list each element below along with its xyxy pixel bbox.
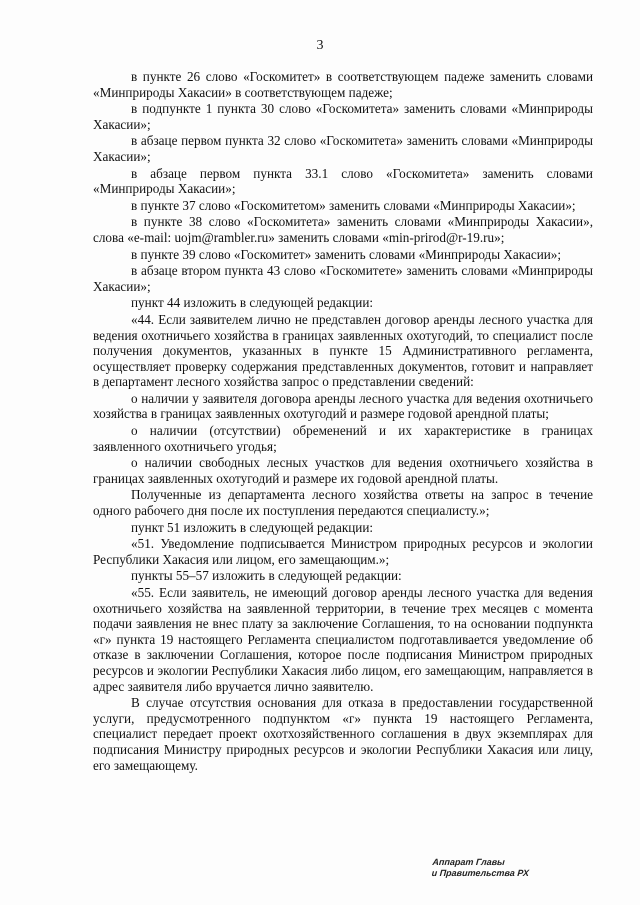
paragraph: «55. Если заявитель, не имеющий договор аренды лесного участка для ведения охотничьего хозяйства на заявленной территории, в течение трех месяцев с момента подачи заявления не внес плату за заключение Соглашения, то на основании подпункта «г» пункта 19 настоящего Регламента специалистом подготавливается уведомление об отказе в заключении Соглашения, которое после подписания Министром природных ресурсов и экологии Республики Хакасия либо лицом, его замещающим, направляется в адрес заявителя либо вручается лично заявителю. [93, 585, 593, 694]
paragraph: в абзаце первом пункта 32 слово «Госкомитета» заменить словами «Минприроды Хакасии»; [93, 133, 593, 164]
paragraph: о наличии у заявителя договора аренды лесного участка для ведения охотничьего хозяйства в границах заявленных охотугодий и размере годовой арендной платы; [93, 390, 593, 422]
paragraph: о наличии свободных лесных участков для ведения охотничьего хозяйства в границах заявленных охотугодий и размере их годовой арендной платы. [93, 455, 593, 486]
stamp-line: Аппарат Главы [432, 857, 506, 867]
paragraph: о наличии (отсутствии) обременений и их характеристике в границах заявленного охотничьего угодья; [93, 423, 593, 454]
paragraph: пункт 51 изложить в следующей редакции: [131, 519, 374, 535]
paragraph: В случае отсутствия основания для отказа в предоставлении государственной услуги, предусмотренного подпунктом «г» пункта 19 настоящего Регламента, специалист передает проект охотхозяйственного соглашения в двух экземплярах для подписания Министру природных ресурсов и экологии Республики Хакасия или лицу, его замещающему. [93, 695, 593, 773]
paragraph: в пункте 37 слово «Госкомитетом» заменить словами «Минприроды Хакасии»; [131, 197, 576, 213]
paragraph: «44. Если заявителем лично не представлен договор аренды лесного участка для ведения охотничьего хозяйства в границах заявленных охотугодий, то специалист после получения документов, указанных в пункте 15 Административного регламента, осуществляет проверку содержания представленных документов, готовит и направляет в департамент лесного хозяйства запрос о представлении сведений: [93, 311, 593, 390]
office-stamp [431, 857, 543, 879]
stamp-line: и Правительства РХ [431, 868, 530, 878]
paragraph: в подпункте 1 пункта 30 слово «Госкомитета» заменить словами «Минприроды Хакасии»; [93, 101, 593, 132]
paragraph: в абзаце первом пункта 33.1 слово «Госкомитета» заменить словами «Минприроды Хакасии»; [93, 165, 593, 197]
paragraph: Полученные из департамента лесного хозяйства ответы на запрос в течение одного рабочего дня после их поступления передаются специалисту.»; [93, 487, 593, 519]
paragraph: в абзаце втором пункта 43 слово «Госкомитете» заменить словами «Минприроды Хакасии»; [93, 263, 593, 294]
document-body [93, 69, 593, 774]
paragraph: в пункте 39 слово «Госкомитет» заменить словами «Минприроды Хакасии»; [131, 246, 562, 262]
paragraph: пункт 44 изложить в следующей редакции: [131, 295, 374, 311]
paragraph: «51. Уведомление подписывается Министром природных ресурсов и экологии Республики Хакасия или лицом, его замещающим.»; [93, 536, 593, 567]
paragraph: в пункте 38 слово «Госкомитета» заменить словами «Минприроды Хакасии», слова «e-mail: uojm@rambler.ru» заменить словами «min-prirod@r-19.ru»; [93, 214, 593, 245]
page-number: 3 [316, 38, 324, 53]
paragraph: пункты 55–57 изложить в следующей редакции: [131, 568, 402, 584]
paragraph: в пункте 26 слово «Госкомитет» в соответствующем падеже заменить словами «Минприроды Хакасии» в соответствующем падеже; [93, 69, 593, 100]
